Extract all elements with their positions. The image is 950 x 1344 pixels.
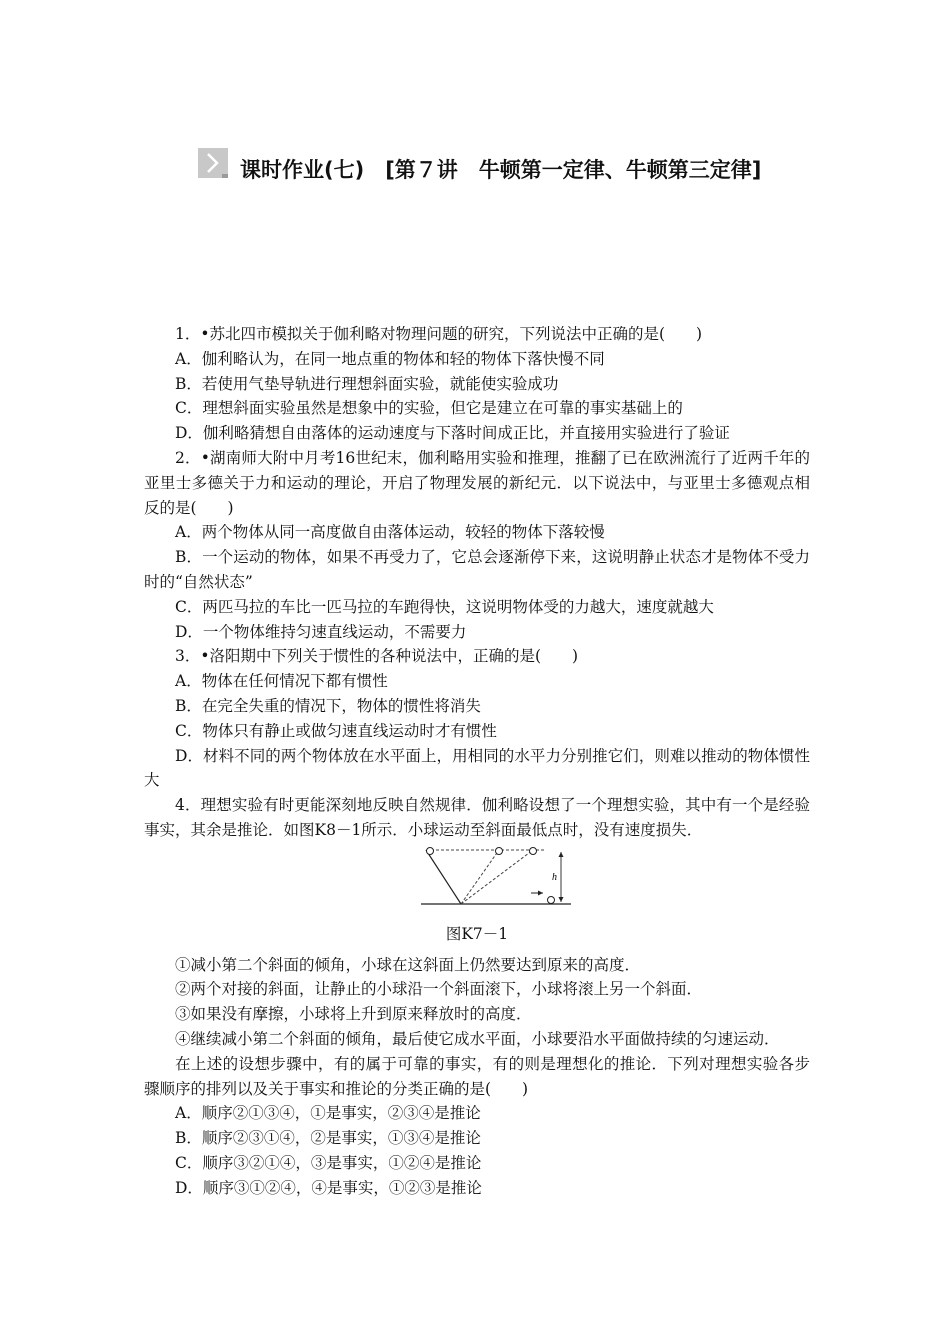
question-1-option-b: B．若使用气垫导轨进行理想斜面实验，就能使实验成功 (175, 374, 559, 393)
question-2-option-a: A．两个物体从同一高度做自由落体运动，较轻的物体下落较慢 (175, 523, 605, 542)
question-3-option-b: B．在完全失重的情况下，物体的惯性将消失 (175, 696, 481, 715)
question-3-option-c: C．物体只有静止或做匀速直线运动时才有惯性 (175, 721, 497, 740)
question-2-option-d: D．一个物体维持匀速直线运动，不需要力 (175, 622, 467, 641)
step-3: ③如果没有摩擦，小球将上升到原来释放时的高度． (175, 1005, 532, 1024)
question-3-option-a: A．物体在任何情况下都有惯性 (175, 672, 388, 691)
inclined-plane-figure (421, 846, 571, 908)
page-title: 课时作业(七) [第７讲 牛顿第一定律、牛顿第三定律] (240, 158, 762, 182)
question-2-option-c: C．两匹马拉的车比一匹马拉的车跑得快，这说明物体受的力越大，速度就越大 (175, 597, 714, 616)
question-4-option-a: A．顺序②①③④，①是事实，②③④是推论 (175, 1104, 481, 1123)
step-4: ④继续减小第二个斜面的倾角，最后使它成水平面，小球要沿水平面做持续的匀速运动． (175, 1029, 780, 1048)
question-1-option-c: C．理想斜面实验虽然是想象中的实验，但它是建立在可靠的事实基础上的 (175, 399, 683, 418)
question-1-option-a: A．伽利略认为，在同一地点重的物体和轻的物体下落快慢不同 (175, 349, 605, 368)
question-4-stem: 4．理想实验有时更能深刻地反映自然规律．伽利略设想了一个理想实验，其中有一个是经验事实，其余是推论．如图K8－1所示．小球运动至斜面最低点时，没有速度损失． (144, 796, 810, 839)
question-1-stem: 1．•苏北四市模拟关于伽利略对物理问题的研究，下列说法中正确的是( ) (175, 325, 703, 343)
question-2-stem: 2．•湖南师大附中月考16世纪末，伽利略用实验和推理，推翻了已在欧洲流行了近两千年的亚里士多德关于力和运动的理论，开启了物理发展的新纪元．以下说法中，与亚里士多德观点相反的是( ) (144, 448, 810, 517)
step-1: ①减小第二个斜面的倾角，小球在这斜面上仍然要达到原来的高度． (175, 955, 641, 974)
step-2: ②两个对接的斜面，让静止的小球沿一个斜面滚下，小球将滚上另一个斜面． (175, 980, 703, 999)
question-3-option-d: D．材料不同的两个物体放在水平面上，用相同的水平力分别推它们，则难以推动的物体惯性大 (144, 746, 810, 790)
question-2-option-b: B．一个运动的物体，如果不再受力了，它总会逐渐停下来，这说明静止状态才是物体不受力时的“自然状态” (144, 548, 810, 591)
question-4-option-b: B．顺序②③①④，②是事实，①③④是推论 (175, 1129, 481, 1148)
question-3-stem: 3．•洛阳期中下列关于惯性的各种说法中，正确的是( ) (175, 647, 579, 666)
question-4-paragraph: 在上述的设想步骤中，有的属于可靠的事实，有的则是理想化的推论．下列对理想实验各步骤顺序的排列以及关于事实和推论的分类正确的是( ) (144, 1054, 810, 1098)
question-1-option-d: D．伽利略猜想自由落体的运动速度与下落时间成正比，并直接用实验进行了验证 (175, 424, 730, 443)
page-header (198, 148, 838, 182)
question-4-option-d: D．顺序③①②④，④是事实，①②③是推论 (175, 1178, 482, 1197)
question-4-option-c: C．顺序③②①④，③是事实，①②④是推论 (175, 1153, 482, 1172)
question-list (144, 322, 810, 1201)
figure-caption: 图K7－1 (445, 924, 509, 943)
chevron-badge-icon (198, 148, 228, 178)
height-label: h (552, 871, 557, 883)
